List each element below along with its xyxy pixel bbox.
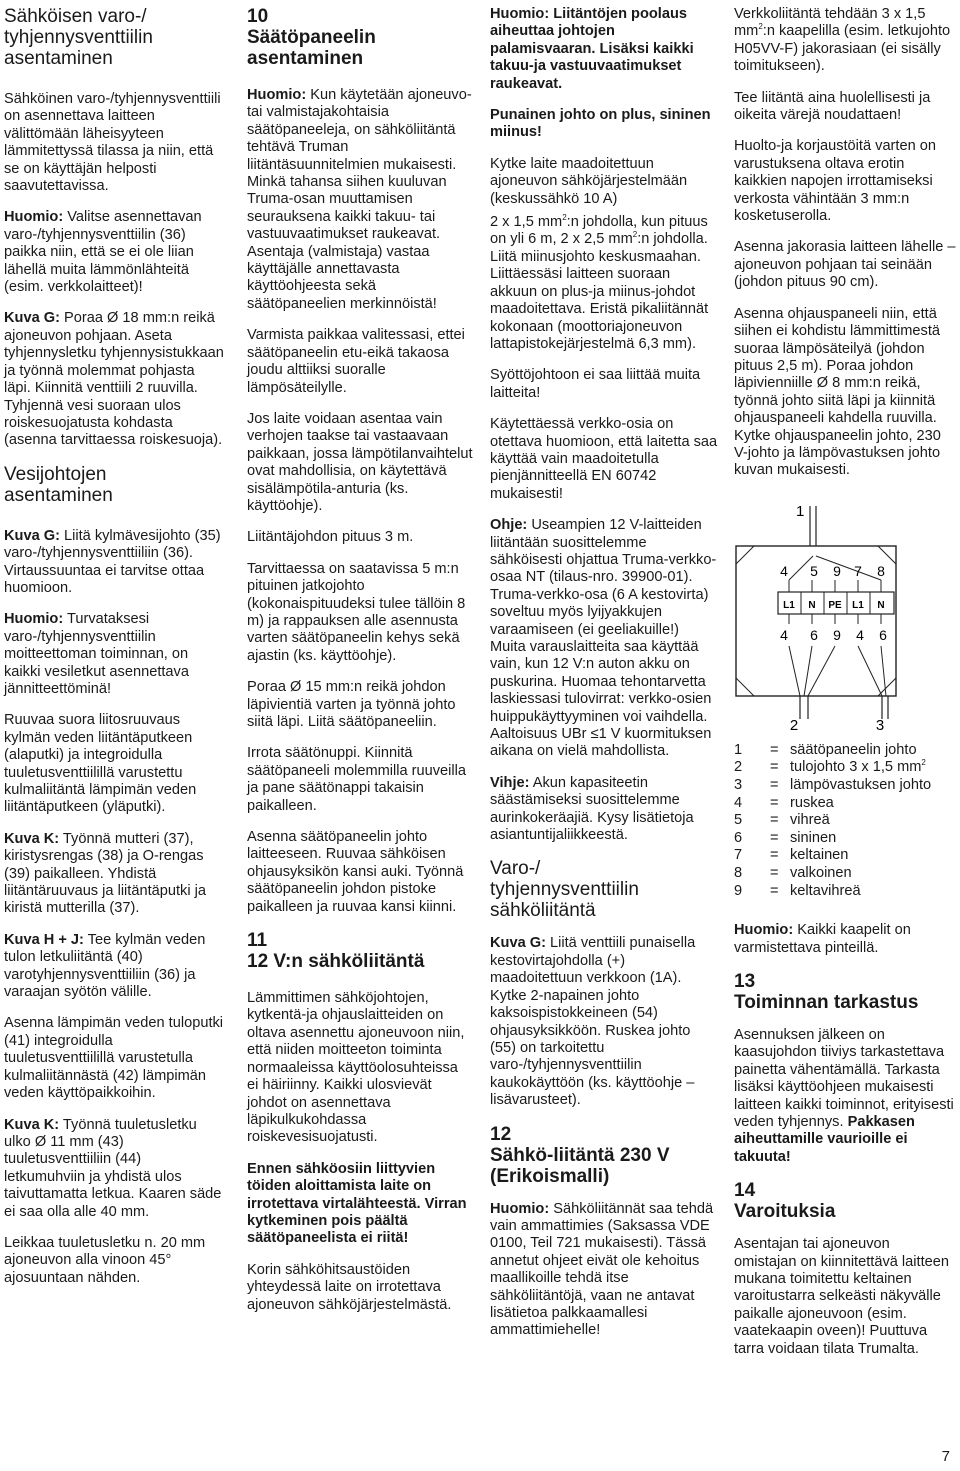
paragraph: Tee liitäntä aina huolellisesti ja oikeita värejä noudattaen! (734, 89, 931, 124)
page-number: 7 (941, 1448, 950, 1465)
legend-row (734, 795, 956, 813)
diagram-number: 7 (854, 562, 862, 579)
terminal-label: L1 (852, 599, 864, 611)
label: Kuva G: (4, 310, 60, 327)
corner-line (736, 678, 754, 696)
legend-row (734, 865, 956, 883)
legend-row (734, 830, 956, 848)
paragraph (4, 310, 224, 449)
paragraph (490, 935, 718, 1109)
label: Kuva K: (4, 1116, 60, 1133)
text: Työnnä tuuletusletku ulko Ø 11 mm (43) tuuletusventtiiliin (44) letkumuhviin ja yhdistä ulos taivuttamatta letkua. Kaaren säde ei saa olla alle 40 mm. (4, 1116, 222, 1220)
legend-value: sininen (790, 829, 837, 846)
diagram-number: 4 (780, 626, 788, 643)
legend-value (790, 759, 926, 777)
diagram-number: 5 (810, 562, 818, 579)
heading-section-13 (734, 971, 956, 1013)
paragraph: Lämmittimen sähköjohtojen, kytkentä-ja ohjauslaitteiden on oltava asennettu ajoneuvoon niin, että niiden moitteeton toiminta normaaleissa käyttöolosuhteissa ei häiriinny. Kaikki ulosvievät johdot on asennettava läpikulkukohdassa roiskevesisuojatusti. (247, 990, 465, 1146)
paragraph: Leikkaa tuuletusletku n. 20 mm ajoneuvon alla vinoon 45° ajosuuntaan nähden. (4, 1234, 206, 1286)
heading-section-10 (247, 6, 473, 69)
bold-warning: Ennen sähköosiin liittyvien töiden aloittamista laite on irrotettava virtalähteestä. Virran kytkeminen pois päältä säätöpaneelista ei riitä! (247, 1160, 467, 1247)
bold-note: Punainen johto on plus, sininen miinus! (490, 107, 711, 141)
label: Huomio: (490, 1200, 550, 1217)
text: :n johdolla, kun pituus on yli 6 m, 2 x 2,5 mm (490, 214, 708, 248)
wiring-diagram-svg (734, 494, 956, 734)
paragraph (4, 611, 224, 698)
diagram-number: 9 (833, 626, 841, 643)
legend-row (734, 847, 956, 865)
legend-eq: = (770, 829, 779, 846)
terminal-label: L1 (783, 599, 795, 611)
paragraph: Korin sähköhitsaustöiden yhteydessä laite on irrotettava ajoneuvon sähköjärjestelmästä. (247, 1261, 452, 1313)
diagram-label-bottom-left: 2 (789, 716, 799, 734)
diagram-number: 6 (879, 626, 887, 643)
paragraph (4, 831, 224, 918)
paragraph (490, 6, 718, 93)
text: Sähköliitännät saa tehdä vain ammattimies (Saksassa VDE 0100, Teil 721 mukaisesti). Tässä annetut ohjeet eivät ole kehoitus maallikoille tehdä itse sähköliitäntöjä, vaan ne antavat lisätietoa palkkaamallesi ammattimiehelle! (490, 1200, 714, 1339)
text: Työnnä mutteri (37), kiristysrengas (38) ja O-rengas (39) paikalleen. Yhdistä liitäntäruuvaus ja liitäntäputki ja kiristä mutterilla (37). (4, 830, 206, 917)
legend-eq: = (770, 759, 779, 776)
paragraph: Syöttöjohtoon ei saa liittää muita laitteita! (490, 367, 701, 401)
paragraph (490, 214, 718, 353)
legend-row (734, 742, 956, 760)
paragraph: Kytke laite maadoitettuun ajoneuvon sähköjärjestelmään (keskussähkö 10 A) (490, 155, 688, 207)
text: Akun kapasiteetin säästämiseksi suosittelemme aurinkokeräajiä. Kysy lisätietoja asiantuntijaliikkeestä. (490, 774, 694, 844)
heading-valve-installation: Sähköisen varo-/ tyhjennysventtiilin asentaminen (4, 6, 153, 69)
paragraph (734, 6, 956, 76)
corner-line (736, 546, 754, 564)
paragraph (490, 107, 718, 142)
terminal-label: N (808, 599, 816, 611)
label: Huomio: (4, 209, 64, 226)
legend-value: vihreä (790, 812, 830, 829)
paragraph: Jos laite voidaan asentaa vain verhojen taakse tai vastaavaan paikkaan, jossa lämpötilanvaihtelut ovat mahdollisia, on käytettävä sisälämpötila-anturia (ks. käyttöohje). (247, 410, 473, 514)
bold-note: Pakkasen aiheuttamille vaurioille ei takuuta! (734, 1113, 915, 1165)
legend-row (734, 777, 956, 795)
section-number: 12 (490, 1123, 512, 1145)
superscript: 2 (562, 213, 567, 223)
wire (858, 646, 882, 696)
section-title: Varoituksia (734, 1201, 836, 1223)
column-2 (247, 6, 473, 1328)
heading-section-14 (734, 1180, 956, 1222)
label: Huomio: (247, 87, 307, 103)
column-4 (734, 6, 956, 1372)
diagram-number: 6 (810, 626, 818, 643)
legend-value: keltavihreä (790, 882, 861, 899)
paragraph (4, 1117, 224, 1221)
text: :n kaapelilla (esim. letkujohto H05VV-F) jakorasiaan (ei sisälly toimitukseen). (734, 23, 951, 75)
wiring-diagram (734, 494, 956, 734)
legend-eq: = (770, 794, 779, 811)
paragraph: Asentajan tai ajoneuvon omistajan on kiinnitettävä laitteen mukana toimitettu keltainen varoitustarra selkeästi näkyvälle paikalle ajoneuvoon (esim. vaatekaapin oveen)! Puuttuva tarra voidaan tilata Trumalta. (734, 1236, 949, 1357)
label: Huomio: (4, 611, 64, 628)
legend-key: 5 (734, 812, 743, 829)
legend-eq: = (770, 864, 779, 881)
wire (881, 646, 886, 696)
legend-value: säätöpaneelin johto (790, 741, 917, 758)
legend-key: 1 (734, 741, 743, 758)
text: Kaikki kaapelit on varmistettava pinteillä. (734, 922, 911, 956)
column-3 (490, 6, 718, 1354)
label: Ohje: (490, 517, 528, 534)
legend-eq: = (770, 847, 779, 864)
diagram-number: 9 (833, 562, 841, 579)
paragraph (490, 517, 718, 761)
legend-row (734, 812, 956, 830)
text: 2 x 1,5 mm (490, 214, 563, 231)
label: Vihje: (490, 774, 530, 791)
section-number: 10 (247, 6, 269, 27)
section-title: Säätöpaneelin asentaminen (247, 27, 376, 69)
paragraph (734, 1027, 956, 1166)
superscript: 2 (632, 230, 638, 240)
diagram-number: 4 (856, 626, 864, 643)
legend-value: valkoinen (790, 864, 852, 881)
heading-section-12 (490, 1124, 718, 1187)
text: Verkkoliitäntä tehdään 3 x 1,5 mm (734, 6, 926, 40)
diagram-label-bottom-right: 3 (875, 716, 885, 734)
legend-key: 9 (734, 882, 743, 899)
terminal-label: PE (828, 599, 842, 611)
legend-eq: = (770, 741, 779, 758)
legend-eq: = (770, 882, 779, 899)
legend-key: 4 (734, 794, 743, 811)
label: Huomio: (734, 922, 794, 939)
text: Tee kylmän veden tulon letkuliitäntä (40) varotyhjennysventtiiliin (36) ja varaajan syötön välille. (4, 931, 206, 1001)
superscript: 2 (921, 758, 926, 768)
label: Kuva H + J: (4, 931, 84, 948)
text: tulojohto 3 x 1,5 mm (790, 759, 922, 776)
paragraph: Varmista paikkaa valitessasi, ettei säätöpaneelin etu-eikä takaosa joudu alttiiksi suoralle lämpösäteilylle. (247, 327, 465, 396)
paragraph (490, 1201, 718, 1340)
text: :n johdolla. Liitä miinusjohto keskusmaahan. Liittäessäsi laitteen suoraan akkuun on plus-ja miinus-johdot maadoitettava. Eristä pikaliitännät kokonaan (moottoriajoneuvon lattapistokejärjestelmä 6,3 mm). (490, 231, 709, 352)
paragraph (4, 528, 224, 598)
diagram-label-top: 1 (796, 502, 805, 520)
legend-value: lämpövastuksen johto (790, 776, 932, 793)
wire (808, 646, 835, 696)
paragraph (247, 1161, 473, 1248)
wire (804, 646, 812, 696)
legend-eq: = (770, 776, 779, 793)
corner-line (878, 546, 896, 564)
section-number: 14 (734, 1180, 756, 1202)
paragraph: Käytettäessä verkko-osia on otettava huomioon, että laitetta saa käyttää vain maadoitetulla pienjännitteellä EN 60742 mukaisesti! (490, 416, 718, 502)
text: Liitä venttiili punaisella kestovirtajohdolla (+) maadoitettuun verkkoon (1A). Kytke 2-napainen johto kaksoispistokkeineen (54) ohjausyksikköön. Ruskea johto (55) on tarkoitettu varo-/tyhjennysventtiilin kaukokäyttöön (ks. käyttöohje – lisävarusteet). (490, 935, 696, 1109)
legend-key: 3 (734, 776, 743, 793)
wire (789, 646, 800, 696)
heading-section-11 (247, 930, 473, 972)
text: Valitse asennettavan varo-/tyhjennysventtiilin (36) paikka niin, että se ei ole liian lähellä muita lämmönlähteitä (esim. verkkolaitteet)! (4, 209, 202, 296)
paragraph (247, 87, 473, 313)
section-number: 13 (734, 970, 756, 992)
text: Useampien 12 V-laitteiden liitäntään suosittelemme sähköisesti ohjattua Truma-verkko-osaa NT (tilaus-nro. 39900-01). Truma-verkko-osa (6 A kestovirta) soveltuu myös lyijyakkujen varaamiseen (ei geeliakuille!) Muita varauslaitteita saa käyttää vain, kun 12 V:n auton akku on puskurina. Huomaa tehontarvetta laskiessasi tulovirrat: verkko-osien huippukäyttyyminen voi vaihdella. Aaltoisuus UBr ≤1 V kuormituksen aikana on vielä mahdollista. (490, 517, 717, 760)
text: Liitä kylmävesijohto (35) varo-/tyhjennysventtiiliin (36). Virtaussuuntaa ei tarvitse ottaa huomioon. (4, 527, 221, 596)
heading-water-pipes: Vesijohtojen asentaminen (4, 463, 113, 506)
terminal-label: N (877, 599, 885, 611)
section-title: 12 V:n sähköliitäntä (247, 951, 425, 973)
text: Kun käytetään ajoneuvo- tai valmistajakohtaisia säätöpaneeleja, on sähköliitäntä tehtävä Truman liitäntäsuunnitelmien mukaisesti. Minkä tahansa siihen kuuluvan Truma-osan muuttamisen seurauksena kaikki takuu- tai vastuuvaatimukset raukeavat. Asentaja (valmistaja) vastaa käyttäjälle annettavasta käyttöohjeesta sekä säätöpaneelien merkinnöistä! (247, 87, 472, 312)
paragraph: Irrota säätönuppi. Kiinnitä säätöpaneeli molemmilla ruuveilla ja pane säätönappi takaisin paikalleen. (247, 745, 467, 814)
paragraph: Poraa Ø 15 mm:n reikä johdon läpivientiä varten ja työnnä johto siitä läpi. Liitä säätöpaneeliin. (247, 679, 456, 730)
paragraph: Asenna lämpimän veden tuloputki (41) integroidulla tuuletusventtiilillä varustetulla kulmaliitännästä (42) lämpimän veden käyttöpaikkoihin. (4, 1015, 224, 1102)
legend-key: 6 (734, 829, 743, 846)
section-number: 11 (247, 930, 268, 952)
diagram-legend (734, 742, 956, 900)
bold-warning: Huomio: Liitäntöjen poolaus aiheuttaa johtojen palamisvaaran. Lisäksi kaikki takuu-ja vastuuvaatimukset raukeavat. (490, 6, 694, 92)
paragraph: Tarvittaessa on saatavissa 5 m:n pituinen jatkojohto (kokonaispituudeksi tulee tällöin 8 m) ja rappauksen alle asennusta varten säätöpaneelin kehys sekä ajastin (ks. käyttöohje). (247, 560, 466, 664)
text: Poraa Ø 18 mm:n reikä ajoneuvon pohjaan. Aseta tyhjennysletku tyhjennysistukkaan ja työnnä molemmat pohjasta läpi. Kiinnitä venttiili 2 ruuvilla. Tyhjennä vesi suoraan ulos roiskesuojatusta kohdasta (asenna tarvittaessa roiskesuoja). (4, 310, 224, 449)
heading-valve-electric: Varo-/ tyhjennysventtiilin sähköliitäntä (490, 858, 639, 922)
label: Kuva G: (4, 527, 60, 544)
label: Kuva G: (490, 935, 546, 952)
paragraph (490, 775, 718, 845)
section-title: Sähkö-liitäntä 230 V (Erikoismalli) (490, 1144, 670, 1187)
legend-eq: = (770, 812, 779, 829)
paragraph: Asenna ohjauspaneeli niin, että siihen ei kohdistu lämmittimestä suoraa lämpösäteilyä (johdon pituus 2,5 m). Poraa johdon läpivienniille Ø 8 mm:n reikä, työnnä johto siitä läpi ja kiinnitä ohjauspaneeli kahdella ruuvilla. Kytke ohjauspaneelin johto, 230 V-johto ja lämpövastuksen johto kuvan mukaisesti. (734, 305, 941, 479)
column-1 (4, 6, 224, 1301)
legend-key: 7 (734, 847, 743, 864)
legend-row (734, 883, 956, 901)
paragraph: Liitäntäjohdon pituus 3 m. (247, 529, 414, 546)
paragraph: Sähköinen varo-/tyhjennysventtiili on asennettava laitteen välittömään läheisyyteen lämmitettyssä tilassa ja niin, että se on käyttäjän helposti saavutettavissa. (4, 91, 221, 195)
legend-row (734, 759, 956, 777)
diagram-number: 8 (877, 562, 885, 579)
paragraph (4, 209, 224, 296)
legend-value: keltainen (790, 847, 849, 864)
paragraph: Asenna jakorasia laitteen lähelle – ajoneuvon pohjaan tai seinään (johdon pituus 90 cm). (734, 239, 956, 291)
superscript: 2 (758, 22, 763, 32)
text: Turvataksesi varo-/tyhjennysventtiilin moitteettoman toiminnan, on kaikki vesiletkut asennettava jännitteettöminä! (4, 611, 189, 697)
paragraph (4, 932, 224, 1002)
section-title: Toiminnan tarkastus (734, 991, 919, 1013)
label: Kuva K: (4, 830, 60, 847)
paragraph: Ruuvaa suora liitosruuvaus kylmän veden liitäntäputkeen (alaputki) ja integroidulla tuuletusventtiilillä varustettu kulmaliitäntä lämpimän veden liitäntäputkeen (yläputki). (4, 712, 197, 816)
legend-value: ruskea (790, 794, 834, 811)
paragraph (734, 922, 956, 957)
paragraph: Asenna säätöpaneelin johto laitteeseen. Ruuvaa sähköisen ohjausyksikön kansi auki. Työnnä säätöpaneelin johdon pistoke paikalleen ja ruuvaa kansi kiinni. (247, 829, 464, 915)
legend-key: 8 (734, 864, 743, 881)
wire (816, 556, 881, 580)
legend-key: 2 (734, 759, 743, 776)
paragraph: Huolto-ja korjaustöitä varten on varustuksena oltava erotin kaikkien napojen irrottamiseksi verkosta vähintään 3 mm:n kosketuserolla. (734, 138, 936, 225)
diagram-number: 4 (780, 562, 788, 579)
text: Asennuksen jälkeen on kaasujohdon tiiviys tarkastettava painetta vähentämällä. Tarkasta lisäksi käyttöohjeen mukaisesti laitteen kaikki toiminnot, erityisesti veden tyhjennys. (734, 1026, 954, 1130)
